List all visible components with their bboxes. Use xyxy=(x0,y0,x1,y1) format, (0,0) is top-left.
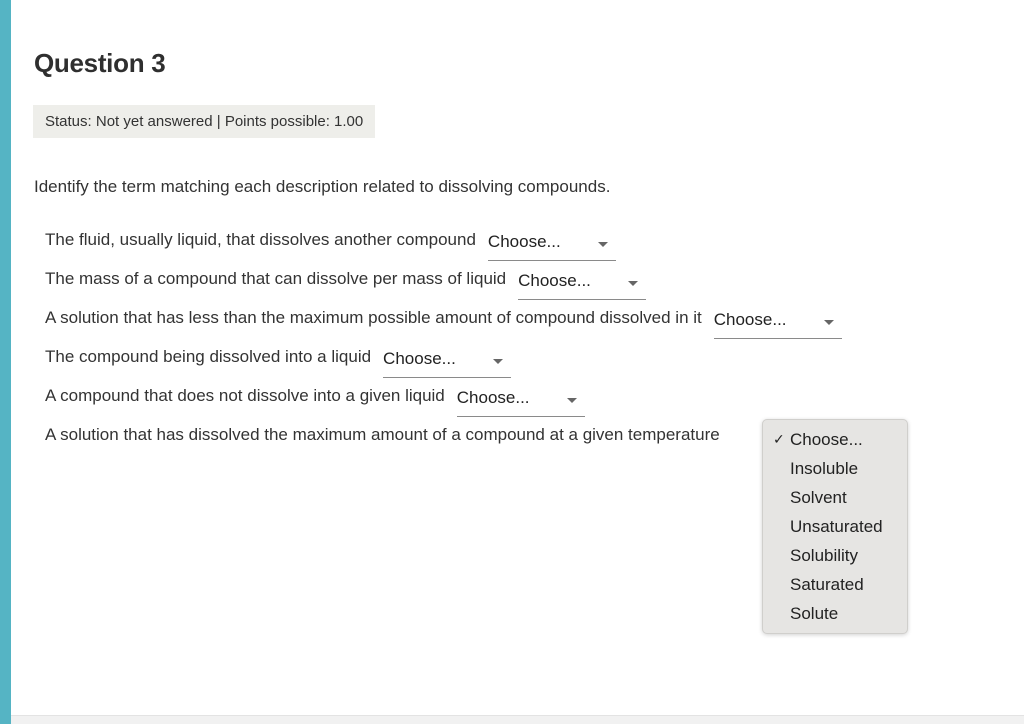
status-badge: Status: Not yet answered | Points possible: 1.00 xyxy=(33,105,375,138)
option-label: Solute xyxy=(790,604,839,623)
matching-row xyxy=(45,423,842,462)
dropdown-option-solute[interactable] xyxy=(763,599,907,628)
row-description: A compound that does not dissolve into a given liquid xyxy=(45,386,445,405)
option-label: Solvent xyxy=(790,488,847,507)
matching-row xyxy=(45,345,842,384)
answer-select[interactable] xyxy=(714,306,842,339)
row-description: The fluid, usually liquid, that dissolves another compound xyxy=(45,230,476,249)
option-label: Unsaturated xyxy=(790,517,883,536)
select-value: Choose... xyxy=(518,271,591,290)
matching-row xyxy=(45,306,842,345)
dropdown-option-unsaturated[interactable] xyxy=(763,512,907,541)
chevron-down-icon xyxy=(567,398,577,403)
chevron-down-icon xyxy=(493,359,503,364)
row-description: A solution that has dissolved the maximum amount of a compound at a given temperature xyxy=(45,425,720,444)
select-value: Choose... xyxy=(383,349,456,368)
answer-select[interactable] xyxy=(518,267,646,300)
answer-dropdown-menu xyxy=(762,419,908,634)
option-label: Insoluble xyxy=(790,459,859,478)
bottom-scroll-bar[interactable] xyxy=(11,715,1024,724)
dropdown-option-saturated[interactable] xyxy=(763,570,907,599)
dropdown-option-solubility[interactable] xyxy=(763,541,907,570)
dropdown-option-insoluble[interactable] xyxy=(763,454,907,483)
question-title: Question 3 xyxy=(34,48,166,78)
chevron-down-icon xyxy=(628,281,638,286)
matching-row xyxy=(45,228,842,267)
matching-rows xyxy=(45,228,842,462)
select-value: Choose... xyxy=(713,310,787,329)
matching-row xyxy=(45,267,842,306)
row-description: The compound being dissolved into a liquid xyxy=(45,347,372,366)
row-description: A solution that has less than the maximum possible amount of compound dissolved in it xyxy=(45,308,702,327)
option-label: Solubility xyxy=(790,546,859,565)
chevron-down-icon xyxy=(824,320,834,325)
dropdown-option-choose[interactable] xyxy=(763,425,907,454)
chevron-down-icon xyxy=(598,242,608,247)
select-value: Choose... xyxy=(487,232,561,251)
answer-select[interactable] xyxy=(383,345,511,378)
matching-row xyxy=(45,384,842,423)
answer-select[interactable] xyxy=(457,384,585,417)
row-description: The mass of a compound that can dissolve per mass of liquid xyxy=(45,269,507,288)
left-accent-bar xyxy=(0,0,11,724)
select-value: Choose... xyxy=(456,388,530,407)
checkmark-icon: ✓ xyxy=(773,431,785,447)
question-prompt: Identify the term matching each description related to dissolving compounds. xyxy=(34,177,611,196)
option-label: Choose... xyxy=(790,430,863,449)
answer-select[interactable] xyxy=(488,228,616,261)
option-label: Saturated xyxy=(790,575,864,594)
dropdown-option-solvent[interactable] xyxy=(763,483,907,512)
